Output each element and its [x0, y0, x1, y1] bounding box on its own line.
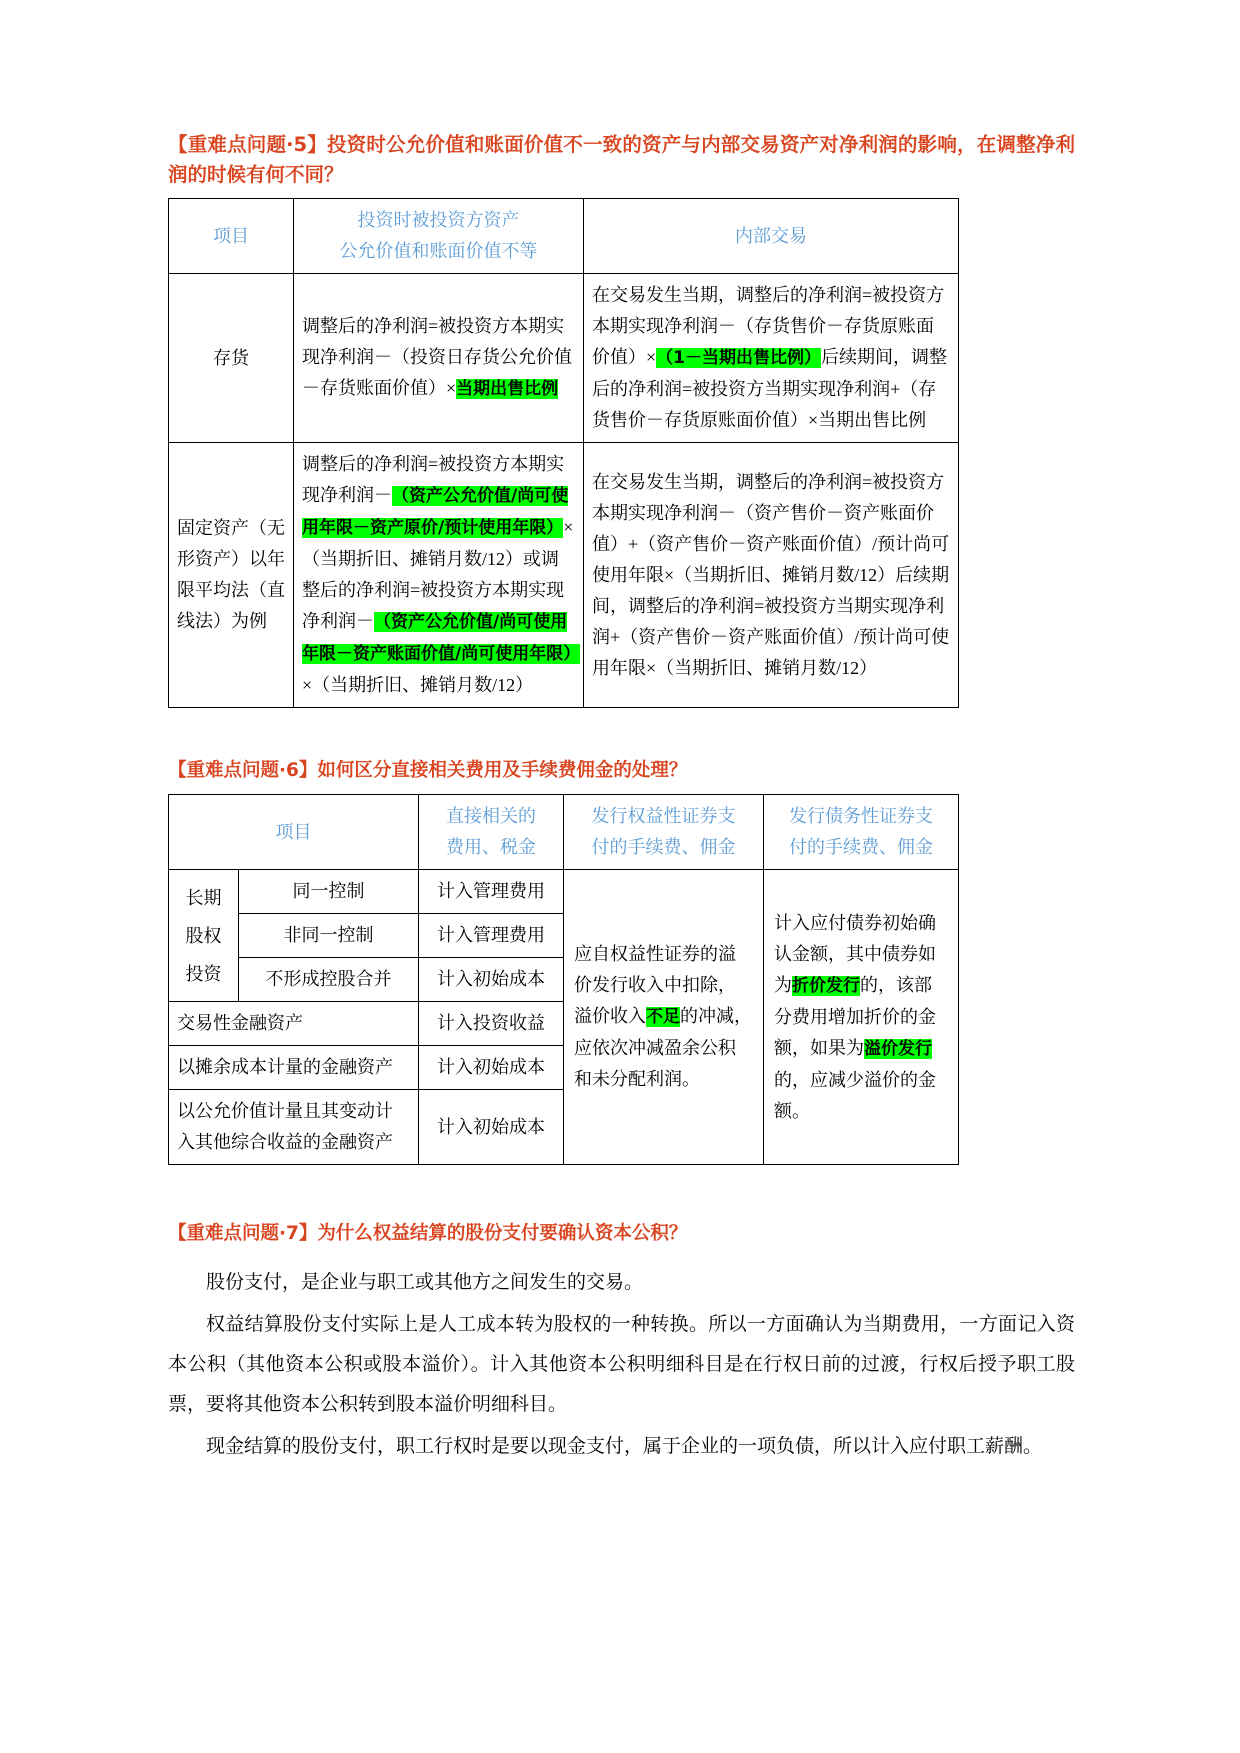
question-6-heading: 【重难点问题·6】如何区分直接相关费用及手续费佣金的处理？ [168, 760, 688, 781]
header-line-1: 发行权益性证券支 [591, 806, 736, 826]
cell-direct-fee: 计入初始成本 [419, 1090, 564, 1165]
cell-text: 后续期间，调整后的净利润=被投资方当期实现净利润+（存货售价－存货原账面价值）×当期出售比例 [592, 347, 947, 430]
cell-text: 或调整后的净利润=被投资方本期实现净利润－ [302, 549, 565, 631]
row-label-fixed-asset: 固定资产（无形资产）以年限平均法（直线法）为例 [169, 443, 294, 708]
cell-text: 的冲减，应依次冲减盈余公积和未分配利润。 [574, 1006, 752, 1089]
cell-fixed-asset-internal [584, 443, 959, 708]
highlight-text: （1－当期出售比例） [656, 348, 821, 368]
highlight-text: 当期出售比例 [456, 379, 559, 399]
cell-equity-securities-fee [564, 870, 764, 1165]
table-row-fixed-asset [169, 443, 959, 708]
header-line-1: 直接相关的 [446, 806, 536, 826]
question-5-table [168, 198, 959, 708]
paragraph: 股份支付，是企业与职工或其他方之间发生的交易。 [206, 1272, 644, 1293]
table-row-same-control [169, 870, 959, 914]
table-header-row [169, 199, 959, 274]
cell-direct-fee: 计入投资收益 [419, 1002, 564, 1046]
question-5-heading: 【重难点问题·5】投资时公允价值和账面价值不一致的资产与内部交易资产对净利润的影响，在调整净利润的时候有何不同？ [168, 133, 1075, 186]
section-spacer [168, 1165, 1075, 1219]
cell-text: 的，应减少溢价的金额。 [774, 1069, 936, 1121]
header-line-1: 发行债务性证券支 [789, 806, 933, 826]
header-cell-internal-txn: 内部交易 [584, 199, 959, 274]
row-label-inventory: 存货 [169, 274, 294, 443]
header-cell-direct-fee [419, 795, 564, 870]
cell-subitem: 同一控制 [239, 870, 419, 914]
cell-fixed-asset-fv [294, 443, 584, 708]
question-7-heading: 【重难点问题·7】为什么权益结算的股份支付要确认资本公积？ [168, 1223, 688, 1244]
cell-item: 交易性金融资产 [169, 1002, 419, 1046]
header-line-2: 费用、税金 [446, 837, 536, 857]
header-cell-item: 项目 [169, 795, 419, 870]
question-7-body [168, 1263, 1075, 1467]
header-cell-fv-bv [294, 199, 584, 274]
header-line-2: 付的手续费、佣金 [789, 837, 933, 857]
header-line-2: 付的手续费、佣金 [591, 837, 736, 857]
cell-debt-securities-fee [764, 870, 959, 1165]
header-cell-equity-fee [564, 795, 764, 870]
cell-direct-fee: 计入初始成本 [419, 958, 564, 1002]
section-spacer [168, 708, 1075, 756]
table-row-inventory [169, 274, 959, 443]
cell-inventory-internal [584, 274, 959, 443]
row-group-label-lt-equity-investment [169, 870, 239, 1002]
group-label-line-3: 投资 [185, 963, 222, 984]
group-label-line-2: 股权 [185, 925, 222, 946]
cell-direct-fee: 计入管理费用 [419, 870, 564, 914]
cell-text: 在交易发生当期，调整后的净利润=被投资方本期实现净利润－（资产售价－资产账面价值）+（资产售价－资产账面价值）/预计尚可使用年限×（当期折旧、摊销月数/12） [592, 471, 950, 585]
cell-text: 调整后的净利润=被投资方本期实现净利润－（投资日存货公允价值－存货账面价值）× [302, 316, 572, 398]
cell-subitem: 非同一控制 [239, 914, 419, 958]
cell-text: 应自权益性证券的溢价发行收入中扣除，溢价收入 [574, 944, 736, 1026]
highlight-text: 溢价发行 [864, 1038, 932, 1059]
cell-text: 计入应付债券初始确认金额，其中债券如为 [774, 912, 936, 995]
cell-text: 调整后的净利润=被投资方本期实现净利润－ [302, 454, 565, 505]
highlight-text: （资产公允价值/尚可使用年限－资产原价/预计使用年限） [302, 486, 569, 538]
cell-subitem: 不形成控股合并 [239, 958, 419, 1002]
cell-text: 后续期间，调整后的净利润=被投资方当期实现净利润+（资产售价－资产账面价值）/预计尚可使用年限×（当期折旧、摊销月数/12） [592, 564, 950, 678]
cell-item: 以公允价值计量且其变动计入其他综合收益的金融资产 [169, 1090, 419, 1165]
cell-text: 在交易发生当期，调整后的净利润=被投资方本期实现净利润－（存货售价－存货原账面价值）× [592, 285, 945, 367]
cell-text: ×（当期折旧、摊销月数/12） [302, 517, 574, 569]
question-6-table [168, 794, 959, 1165]
cell-text: 的，该部分费用增加折价的金额，如果为 [774, 974, 936, 1058]
paragraph: 现金结算的股份支付，职工行权时是要以现金支付，属于企业的一项负债，所以计入应付职工薪酬。 [206, 1436, 1043, 1457]
cell-text: ×（当期折旧、摊销月数/12） [302, 675, 534, 695]
cell-direct-fee: 计入初始成本 [419, 1046, 564, 1090]
highlight-text: 折价发行 [792, 975, 860, 996]
header-line-1: 投资时被投资方资产 [357, 210, 520, 230]
paragraph: 权益结算股份支付实际上是人工成本转为股权的一种转换。所以一方面确认为当期费用，一方面记入资本公积（其他资本公积或股本溢价）。计入其他资本公积明细科目是在行权日前的过渡，行权后授予职工股票，要将其他资本公积转到股本溢价明细科目。 [168, 1314, 1075, 1415]
highlight-text: 不足 [646, 1007, 680, 1027]
cell-item: 以摊余成本计量的金融资产 [169, 1046, 419, 1090]
header-line-2: 公允价值和账面价值不等 [339, 241, 538, 261]
table-header-row [169, 795, 959, 870]
group-label-line-1: 长期 [185, 887, 222, 908]
highlight-text: （资产公允价值/尚可使用年限－资产账面价值/尚可使用年限） [302, 612, 581, 664]
cell-inventory-fv [294, 274, 584, 443]
header-cell-debt-fee [764, 795, 959, 870]
header-cell-item: 项目 [169, 199, 294, 274]
cell-direct-fee: 计入管理费用 [419, 914, 564, 958]
